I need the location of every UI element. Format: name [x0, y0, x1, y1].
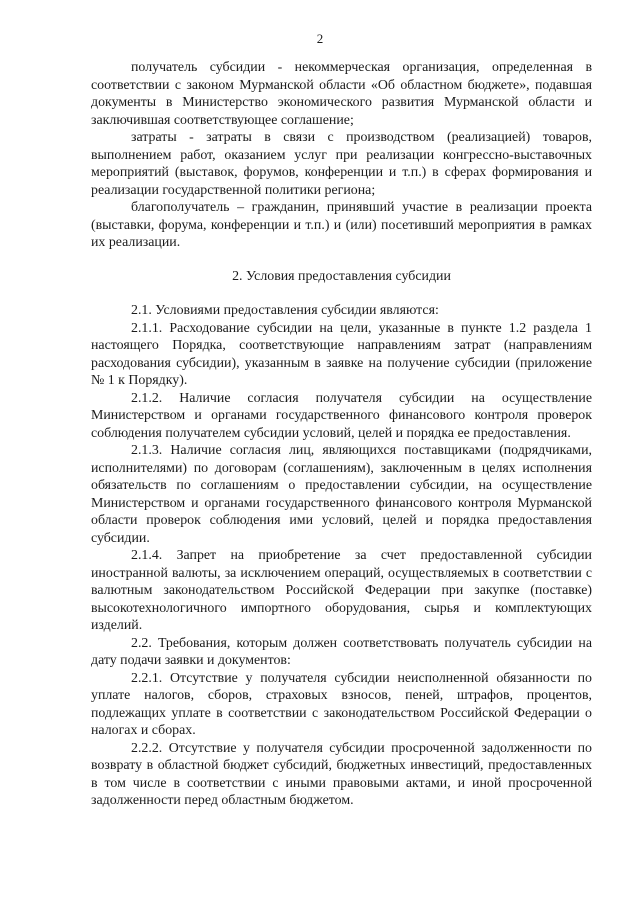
paragraph-definition-recipient: получатель субсидии - некоммерческая организация, определенная в соответствии с законом Мурманской области «Об областном бюджете», подавшая документы в Министерство экономического развития Мурманской области и заключившая соответствующее соглашение; [91, 60, 592, 128]
paragraph-definition-costs: затраты - затраты в связи с производством (реализацией) товаров, выполнением работ, оказанием услуг при реализации конгрессно-выставочных мероприятий (выставок, форумов, конференции и т.п.) в сферах формирования и реализации государственной политики региона; [91, 130, 592, 198]
paragraph-2-1-1: 2.1.1. Расходование субсидии на цели, указанные в пункте 1.2 раздела 1 настоящего Порядка, соответствующие направлениям затрат (направлениям расходования субсидии), указанным в заявке на получение субсидии (приложение № 1 к Порядку). [91, 320, 592, 388]
paragraph-2-2-2: 2.2.2. Отсутствие у получателя субсидии просроченной задолженности по возврату в областной бюджет субсидий, бюджетных инвестиций, предоставленных в том числе в соответствии с иными правовыми актами, и иной просроченной задолженности перед областным бюджетом. [91, 740, 592, 808]
paragraph-2-2-1: 2.2.1. Отсутствие у получателя субсидии неисполненной обязанности по уплате налогов, сборов, страховых взносов, пеней, штрафов, процентов, подлежащих уплате в соответствии с законодательством Российской Федерации о налогах и сборах. [91, 670, 592, 738]
paragraph-2-1-3: 2.1.3. Наличие согласия лиц, являющихся поставщиками (подрядчиками, исполнителями) по договорам (соглашениям), заключенным в целях исполнения обязательств по соглашениям о предоставлении субсидии, на осуществление Министерством и органами государственного финансового контроля Мурманской области проверок соблюдения ими условий, целей и порядка предоставления субсидии. [91, 443, 592, 546]
page-number: 2 [316, 31, 324, 46]
paragraph-2-1-4: 2.1.4. Запрет на приобретение за счет предоставленной субсидии иностранной валюты, за исключением операций, осуществляемых в соответствии с валютным законодательством Российской Федерации при закупке (поставке) высокотехнологичного импортного оборудования, сырья и комплектующих изделий. [91, 548, 592, 633]
paragraph-definition-beneficiary: благополучатель – гражданин, принявший участие в реализации проекта (выставки, форума, конференции и т.п.) и (или) посетивший мероприятия в рамках их реализации. [91, 200, 592, 250]
document-body [91, 59, 592, 810]
paragraph-2-2: 2.2. Требования, которым должен соответствовать получатель субсидии на дату подачи заявки и документов: [91, 635, 592, 668]
paragraph-2-1-2: 2.1.2. Наличие согласия получателя субсидии на осуществление Министерством и органами государственного финансового контроля проверок соблюдения получателем субсидии условий, целей и порядка ее предоставления. [91, 390, 592, 441]
section-heading: 2. Условия предоставления субсидии [232, 268, 451, 284]
paragraph-2-1: 2.1. Условиями предоставления субсидии являются: [131, 303, 439, 318]
